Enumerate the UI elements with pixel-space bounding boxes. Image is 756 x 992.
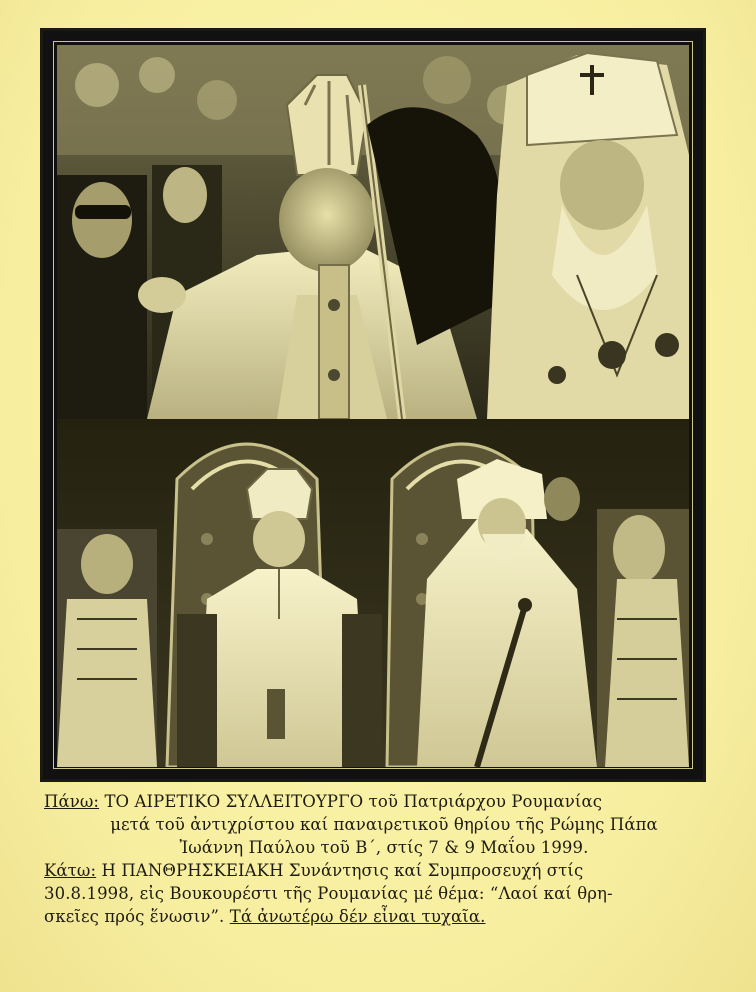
photo-top: [57, 45, 689, 419]
caption-top-line2: μετά τοῦ ἀντιχρίστου καί παναιρετικοῦ θηρίου τῆς Ρώμης Πάπα: [110, 815, 658, 834]
caption-top-line3: Ἰωάννη Παύλου τοῦ Β΄, στίς 7 & 9 Μαΐου 1999.: [179, 838, 589, 857]
caption-bottom-line3-emphasis: Τά ἀνωτέρω δέν εἶναι τυχαῖα.: [229, 907, 486, 926]
caption-bottom-line1: Η ΠΑΝΘΡΗΣΚΕΙΑΚΗ Συνάντησις καί Συμπροσευχή στίς: [101, 861, 584, 880]
photo-bottom: [57, 419, 689, 767]
caption-bottom-label: Κάτω:: [44, 861, 97, 880]
photo-bottom-image: [57, 419, 689, 767]
caption-top: [44, 790, 724, 813]
caption-bottom-line2: 30.8.1998, εἰς Βουκουρέστι τῆς Ρουμανίας μέ θέμα: “Λαοί καί θρη-: [44, 884, 613, 903]
caption-top-label: Πάνω:: [44, 792, 100, 811]
caption-top-line1: ΤΟ ΑΙΡΕΤΙΚΟ ΣΥΛΛΕΙΤΟΥΡΓΟ τοῦ Πατριάρχου Ρουμανίας: [104, 792, 603, 811]
photo-frame: [40, 28, 706, 782]
photo-top-image: [57, 45, 689, 419]
caption-bottom: [44, 859, 724, 882]
caption-bottom-line3-plain: σκεῖες πρός ἕνωσιν”.: [44, 907, 225, 926]
caption-block: [44, 790, 724, 928]
caption-bottom-line3: [44, 905, 724, 928]
